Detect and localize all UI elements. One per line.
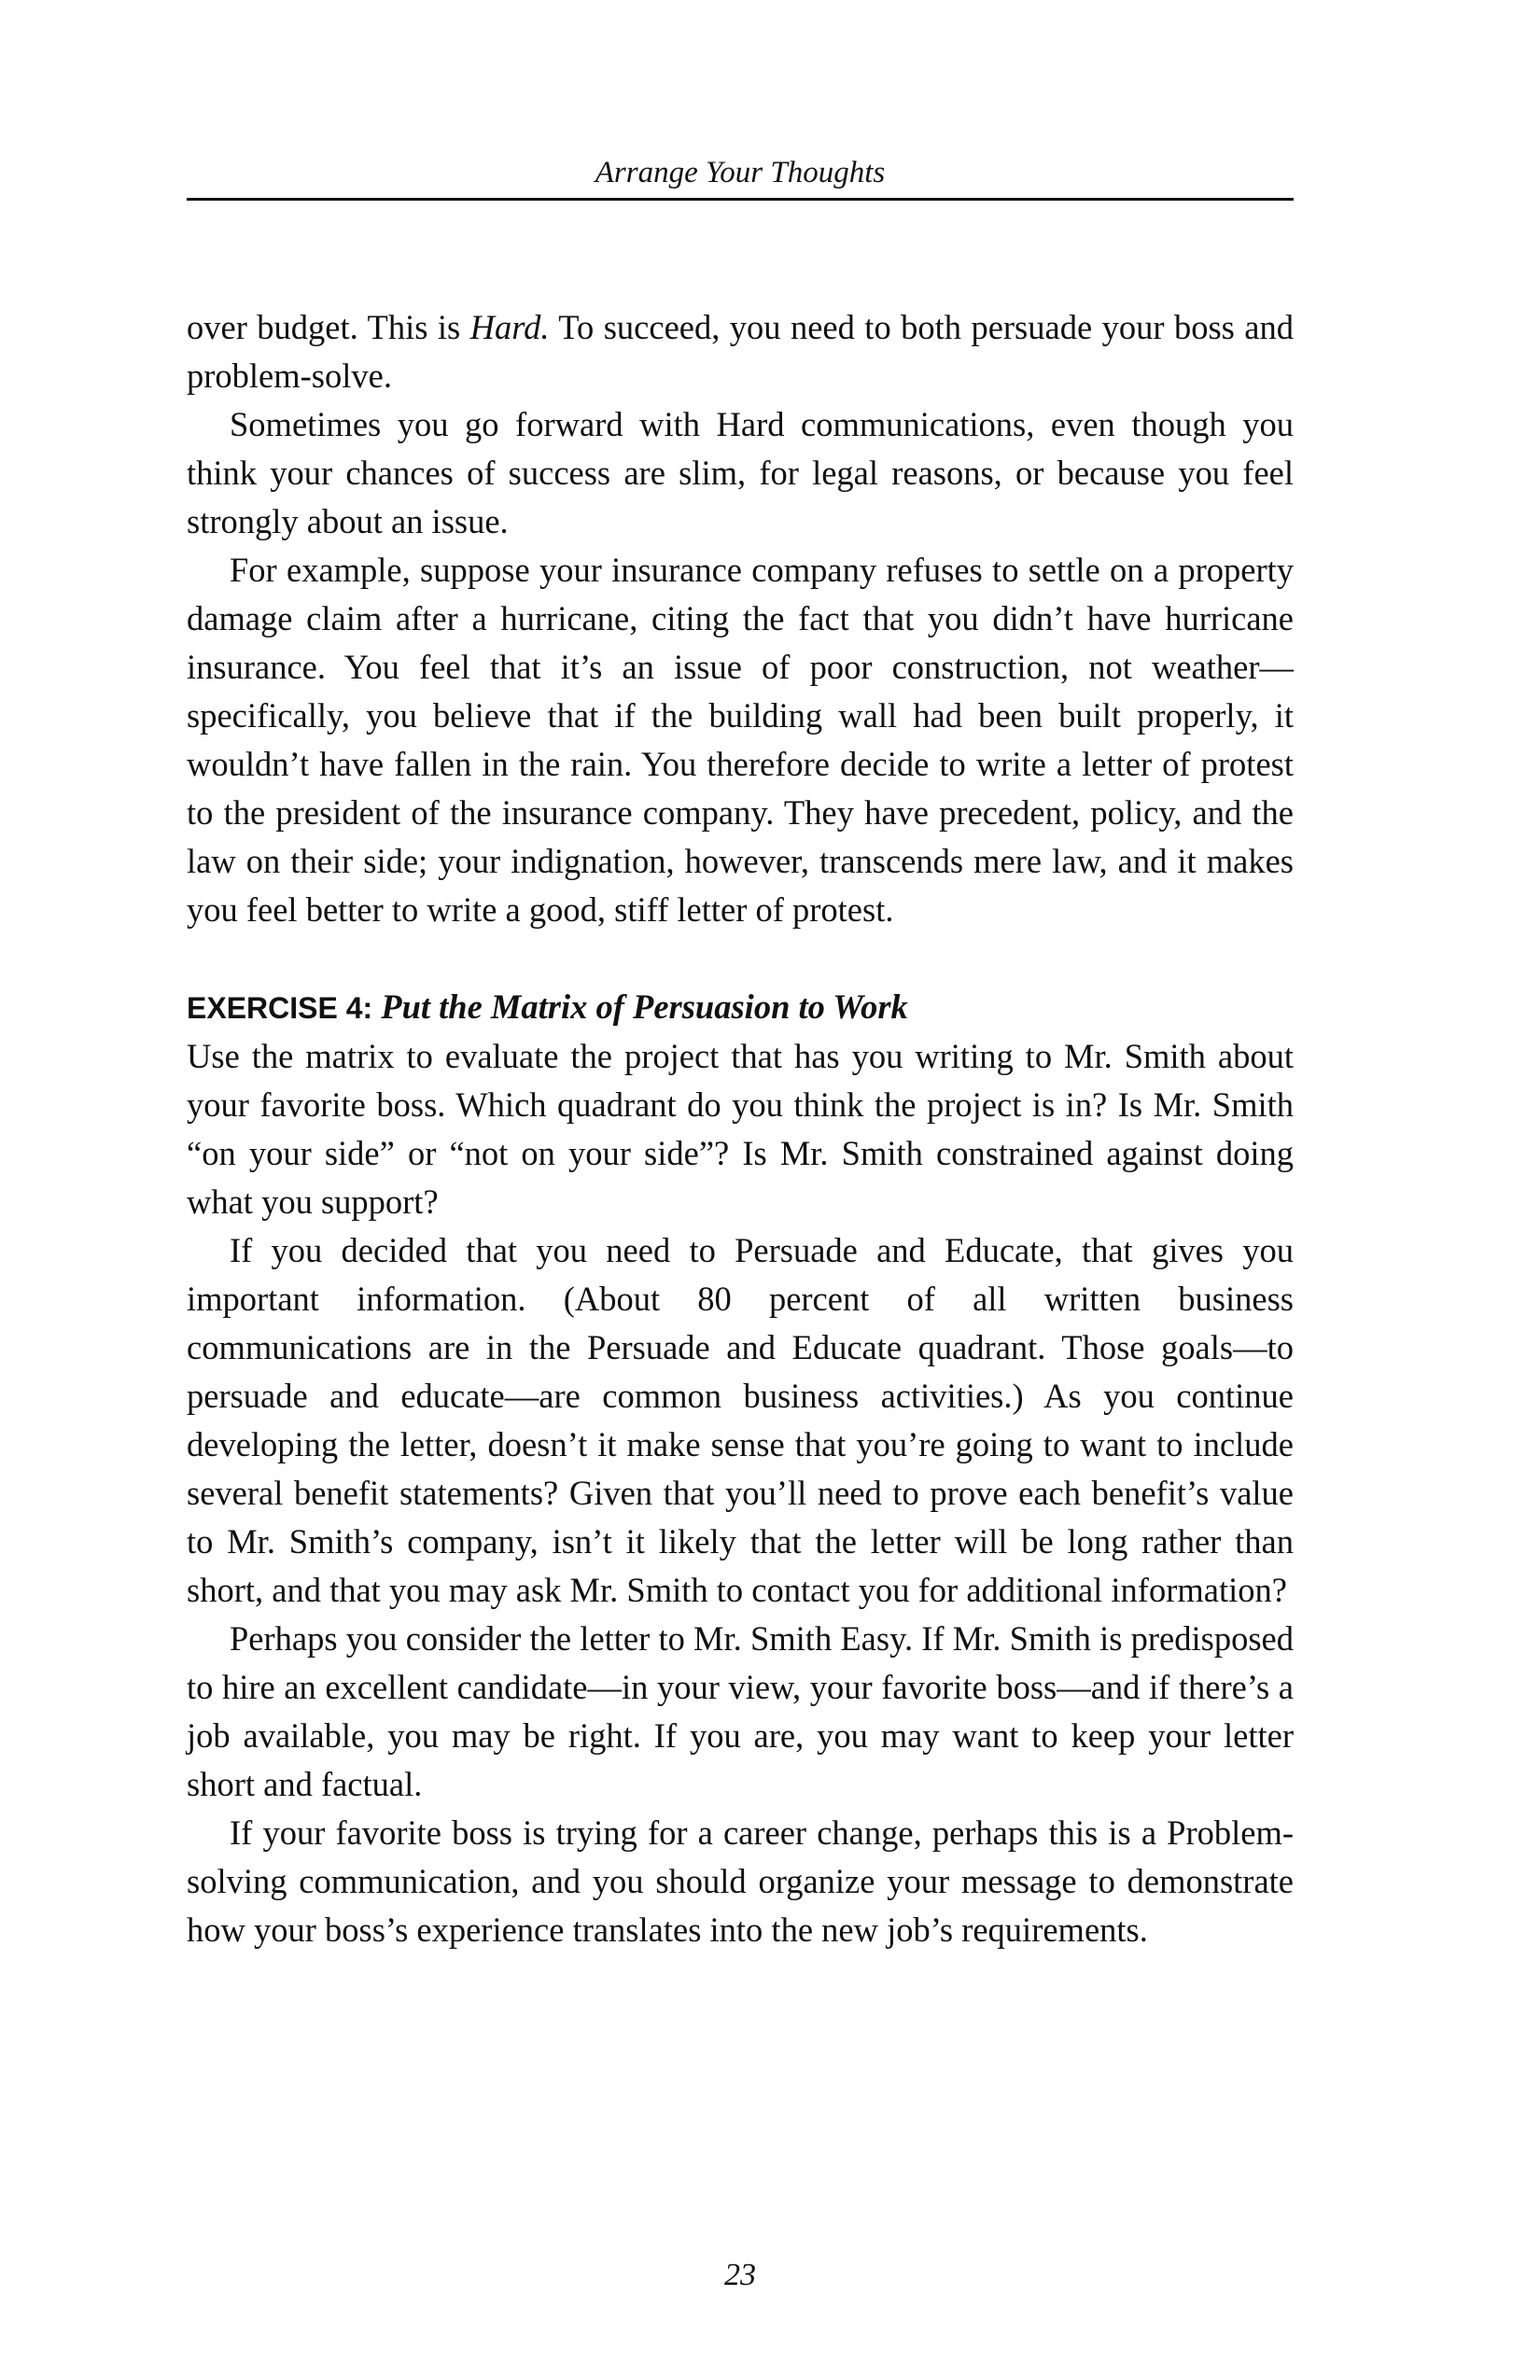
header-rule [187, 198, 1294, 201]
exercise-heading [187, 983, 1294, 1032]
paragraph-use-matrix: Use the matrix to evaluate the project that has you writing to Mr. Smith about your favorite boss. Which quadrant do you think the project is in? Is Mr. Smith “on your side” or “not on your side”? Is Mr. Smith constrained against doing what you support? [187, 1037, 1294, 1221]
paragraph-insurance-example: For example, suppose your insurance company refuses to settle on a property damage claim after a hurricane, citing the fact that you didn’t have hurricane insurance. You feel that it’s an issue of poor construction, not weather—specifically, you believe that if the building wall had been built properly, it wouldn’t have fallen in the rain. You therefore decide to write a letter of protest to the president of the insurance company. They have precedent, policy, and the law on their side; your indignation, however, transcends mere law, and it makes you feel better to write a good, stiff letter of protest. [187, 551, 1294, 929]
body-text [187, 303, 1294, 1954]
hard-emphasis: Hard. [469, 308, 550, 346]
paragraph-hard-communications: Sometimes you go forward with Hard communications, even though you think your chances of success are slim, for legal reasons, or because you feel strongly about an issue. [187, 405, 1294, 540]
paragraph-easy: Perhaps you consider the letter to Mr. Smith Easy. If Mr. Smith is predisposed to hire an excellent candidate—in your view, your favorite boss—and if there’s a job available, you may be right. If you are, you may want to keep your letter short and factual. [187, 1619, 1294, 1803]
paragraph-continued [187, 303, 1294, 400]
paragraph-problem-solving: If your favorite boss is trying for a career change, perhaps this is a Problem-solving communication, and you should organize your message to demonstrate how your boss’s experience translates into the new job’s requirements. [187, 1813, 1294, 1949]
paragraph-persuade-educate: If you decided that you need to Persuade and Educate, that gives you important information. (About 80 percent of all written business communications are in the Persuade and Educate quadrant. Those goals—to persuade and educate—are common business activities.) As you continue developing the letter, doesn’t it make sense that you’re going to want to include several benefit statements? Given that you’ll need to prove each benefit’s value to Mr. Smith’s company, isn’t it likely that the letter will be long rather than short, and that you may ask Mr. Smith to contact you for additional information? [187, 1231, 1294, 1609]
exercise-title: Put the Matrix of Persuasion to Work [381, 987, 908, 1026]
p1-end: To succeed, you need to both persuade your boss and problem-solve. [187, 308, 1294, 395]
exercise-label: EXERCISE 4: [187, 991, 373, 1025]
page-number: 23 [724, 2258, 756, 2292]
p1-start: over budget. This is [187, 308, 470, 346]
running-head: Arrange Your Thoughts [595, 156, 886, 189]
